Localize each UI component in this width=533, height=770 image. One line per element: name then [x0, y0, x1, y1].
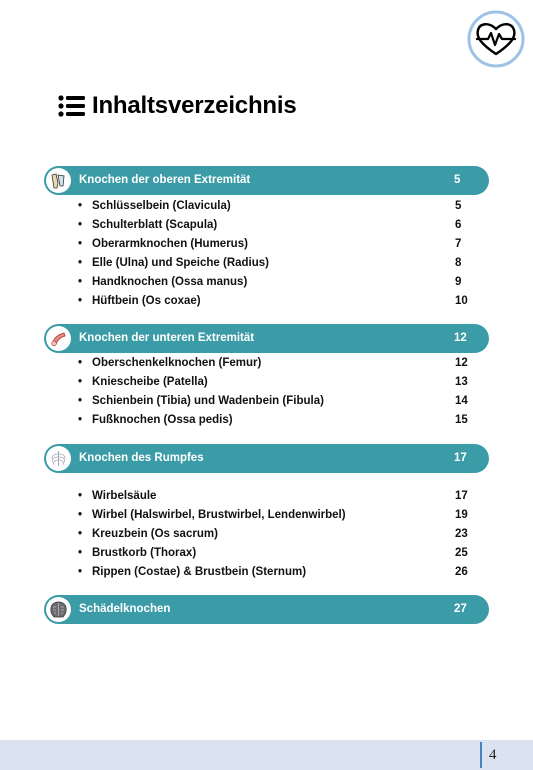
- section-page: 5: [454, 174, 461, 186]
- section-page: 12: [454, 332, 467, 344]
- toc-item-label: Handknochen (Ossa manus): [92, 276, 248, 288]
- toc-item-label: Rippen (Costae) & Brustbein (Sternum): [92, 566, 307, 578]
- list-icon: [58, 95, 86, 117]
- toc-heading: [58, 92, 296, 120]
- section-title: Knochen der oberen Extremität: [79, 174, 251, 186]
- leg-bone-icon: [46, 326, 71, 351]
- bullet: •: [78, 509, 83, 521]
- toc-item-page: 7: [455, 238, 462, 250]
- toc-item-label: Elle (Ulna) und Speiche (Radius): [92, 257, 269, 269]
- arm-bone-icon: [46, 168, 71, 193]
- section-title: Schädelknochen: [79, 603, 171, 615]
- bullet: •: [78, 395, 83, 407]
- toc-item-label: Schlüsselbein (Clavicula): [92, 200, 231, 212]
- toc-item-label: Kreuzbein (Os sacrum): [92, 528, 218, 540]
- bullet: •: [78, 357, 83, 369]
- toc-item-page: 9: [455, 276, 462, 288]
- bullet: •: [78, 566, 83, 578]
- toc-item[interactable]: [78, 545, 470, 561]
- bullet: •: [78, 528, 83, 540]
- toc-item-label: Wirbelsäule: [92, 490, 157, 502]
- section-bar-lower-extremity[interactable]: [44, 324, 489, 353]
- toc-item[interactable]: [78, 526, 470, 542]
- toc-item[interactable]: [78, 507, 470, 523]
- toc-item[interactable]: [78, 412, 470, 428]
- toc-item-page: 26: [455, 566, 468, 578]
- toc-item[interactable]: [78, 217, 470, 233]
- toc-item[interactable]: [78, 236, 470, 252]
- toc-item-page: 5: [455, 200, 462, 212]
- toc-item-page: 15: [455, 414, 468, 426]
- section-title: Knochen der unteren Extremität: [79, 332, 255, 344]
- toc-item[interactable]: [78, 355, 470, 371]
- toc-item[interactable]: [78, 274, 470, 290]
- toc-item-label: Hüftbein (Os coxae): [92, 295, 201, 307]
- toc-item-page: 8: [455, 257, 462, 269]
- toc-item-page: 25: [455, 547, 468, 559]
- bullet: •: [78, 219, 83, 231]
- toc-item-label: Wirbel (Halswirbel, Brustwirbel, Lendenwirbel): [92, 509, 346, 521]
- toc-item-label: Brustkorb (Thorax): [92, 547, 197, 559]
- footer-divider: [480, 742, 482, 768]
- toc-item[interactable]: [78, 374, 470, 390]
- section-bar-skull[interactable]: [44, 595, 489, 624]
- toc-item-page: 14: [455, 395, 468, 407]
- toc-item-page: 10: [455, 295, 468, 307]
- bullet: •: [78, 376, 83, 388]
- section-bar-upper-extremity[interactable]: [44, 166, 489, 195]
- toc-item-page: 6: [455, 219, 462, 231]
- toc-item-label: Schulterblatt (Scapula): [92, 219, 218, 231]
- toc-item-page: 12: [455, 357, 468, 369]
- page-title: Inhaltsverzeichnis: [92, 92, 297, 119]
- bullet: •: [78, 547, 83, 559]
- bullet: •: [78, 414, 83, 426]
- bullet: •: [78, 276, 83, 288]
- toc-item-label: Oberschenkelknochen (Femur): [92, 357, 262, 369]
- toc-item[interactable]: [78, 293, 470, 309]
- bullet: •: [78, 257, 83, 269]
- toc-item[interactable]: [78, 255, 470, 271]
- toc-item[interactable]: [78, 198, 470, 214]
- ribcage-icon: [46, 446, 71, 471]
- section-page: 17: [454, 452, 467, 464]
- bullet: •: [78, 200, 83, 212]
- skull-icon: [46, 597, 71, 622]
- toc-item-page: 19: [455, 509, 468, 521]
- bullet: •: [78, 295, 83, 307]
- toc-item-page: 23: [455, 528, 468, 540]
- toc-item[interactable]: [78, 393, 470, 409]
- bullet: •: [78, 490, 83, 502]
- toc-item[interactable]: [78, 564, 470, 580]
- page-number: 4: [489, 747, 497, 763]
- toc-item-label: Oberarmknochen (Humerus): [92, 238, 248, 250]
- toc-item-label: Kniescheibe (Patella): [92, 376, 208, 388]
- toc-item-label: Fußknochen (Ossa pedis): [92, 414, 233, 426]
- page-footer: [0, 740, 533, 770]
- section-page: 27: [454, 603, 467, 615]
- heartbeat-logo-icon: [467, 10, 525, 68]
- toc-item-page: 13: [455, 376, 468, 388]
- section-bar-trunk[interactable]: [44, 444, 489, 473]
- toc-item-page: 17: [455, 490, 468, 502]
- toc-item[interactable]: [78, 488, 470, 504]
- toc-item-label: Schienbein (Tibia) und Wadenbein (Fibula): [92, 395, 324, 407]
- section-title: Knochen des Rumpfes: [79, 452, 204, 464]
- bullet: •: [78, 238, 83, 250]
